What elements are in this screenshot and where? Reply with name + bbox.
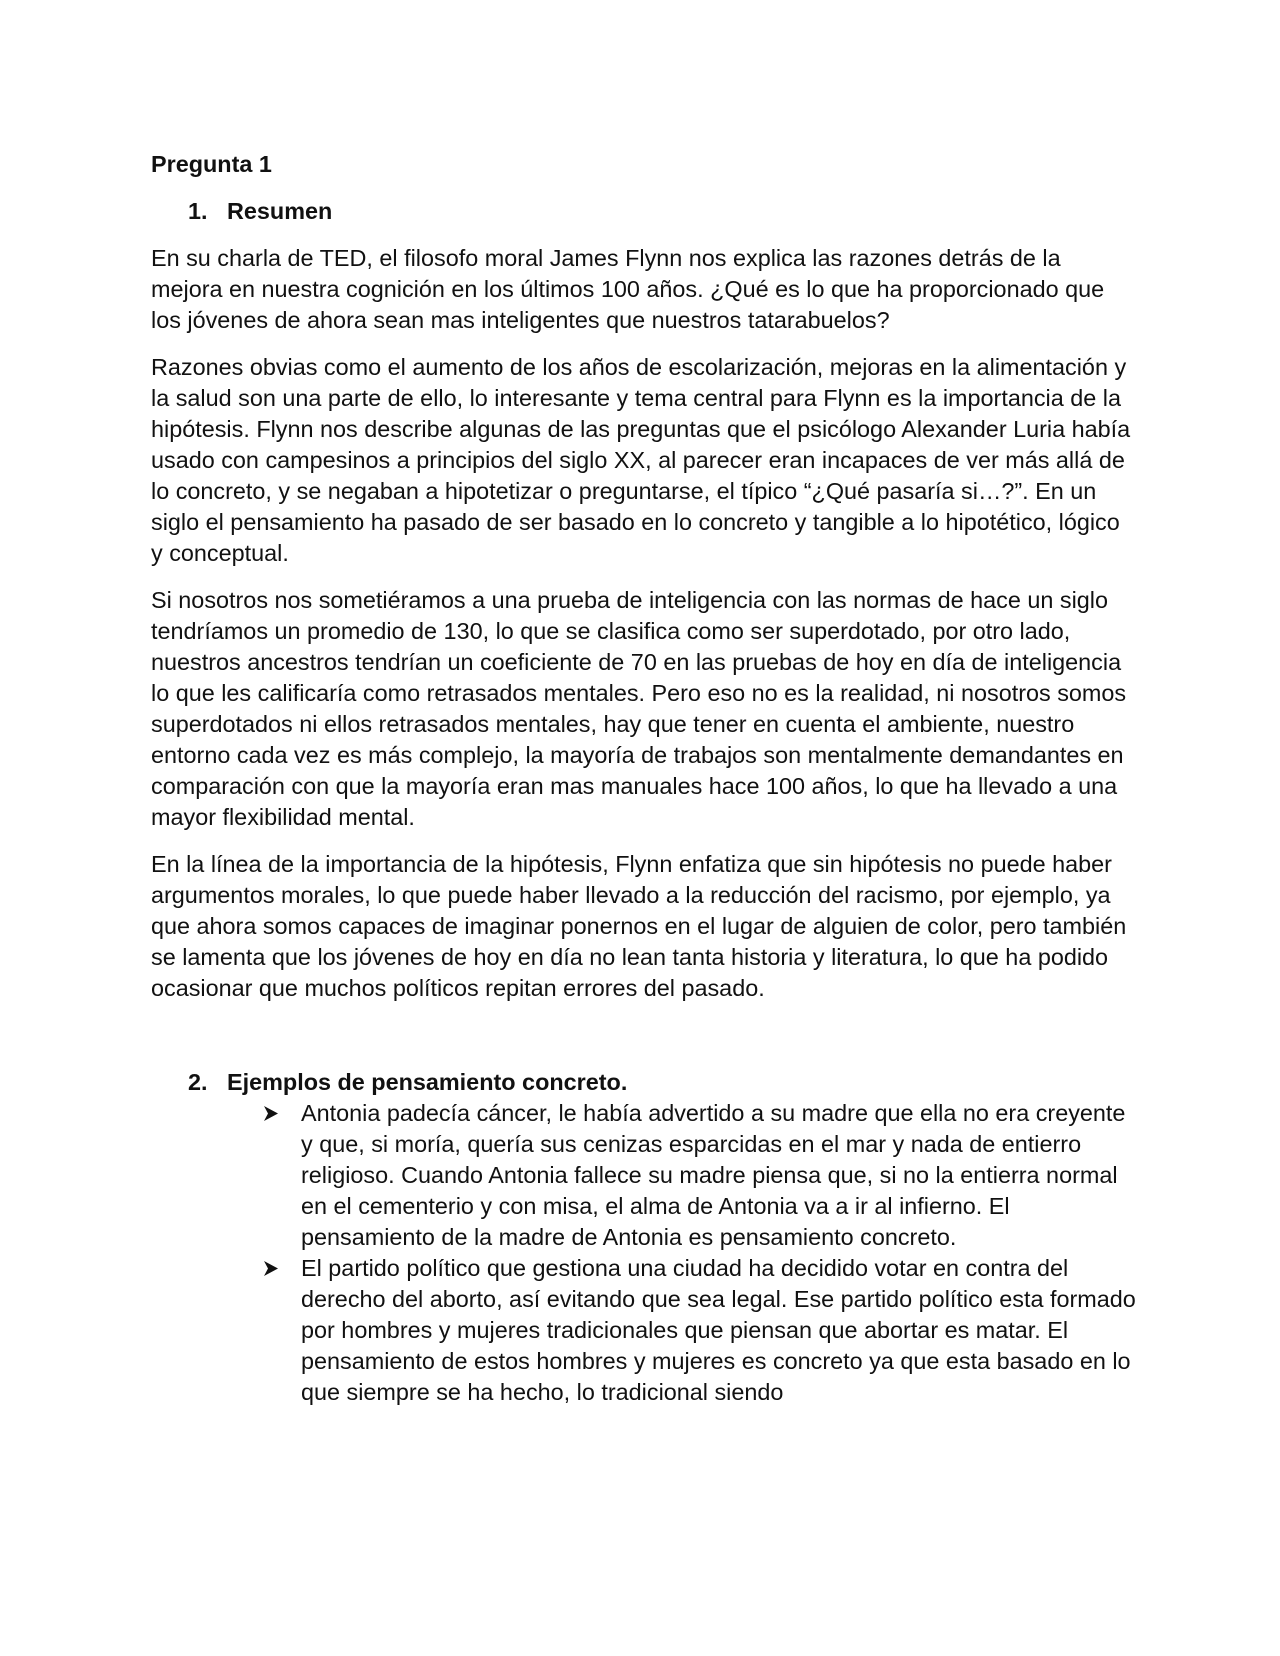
section-1-heading bbox=[188, 196, 1136, 227]
summary-paragraph-1: En su charla de TED, el filosofo moral James Flynn nos explica las razones detrás de la mejora en nuestra cognición en los últimos 100 años. ¿Qué es lo que ha proporcionado que los jóvenes de ahora sean mas inteligentes que nuestros tatarabuelos? bbox=[151, 245, 1105, 333]
section-1-title: Resumen bbox=[227, 198, 333, 224]
example-1-text: Antonia padecía cáncer, le había advertido a su madre que ella no era creyente y que, si moría, quería sus cenizas esparcidas en el mar y nada de entierro religioso. Cuando Antonia fallece su madre piensa que, si no la entierra normal en el cementerio y con misa, el alma de Antonia va a ir al infierno. El pensamiento de la madre de Antonia es pensamiento concreto. bbox=[301, 1100, 1126, 1250]
list-item bbox=[263, 1098, 1136, 1253]
section-1-number: 1. bbox=[188, 198, 208, 224]
document-title: Pregunta 1 bbox=[151, 151, 272, 177]
section-2-title: Ejemplos de pensamiento concreto. bbox=[227, 1069, 628, 1095]
document-body bbox=[151, 149, 1136, 1408]
arrowhead-bullet-icon bbox=[263, 1253, 301, 1408]
summary-paragraph-2: Razones obvias como el aumento de los años de escolarización, mejoras en la alimentación y la salud son una parte de ello, lo interesante y tema central para Flynn es la importancia de la hipótesis. Flynn nos describe algunas de las preguntas que el psicólogo Alexander Luria había usado con campesinos a principios del siglo XX, al parecer eran incapaces de ver más allá de lo concreto, y se negaban a hipotetizar o preguntarse, el típico “¿Qué pasaría si…?”. En un siglo el pensamiento ha pasado de ser basado en lo concreto y tangible a lo hipotético, lógico y conceptual. bbox=[151, 354, 1131, 566]
section-2-heading bbox=[188, 1067, 1136, 1098]
summary-paragraph-3: Si nosotros nos sometiéramos a una prueba de inteligencia con las normas de hace un siglo tendríamos un promedio de 130, lo que se clasifica como ser superdotado, por otro lado, nuestros ancestros tendrían un coeficiente de 70 en las pruebas de hoy en día de inteligencia lo que les calificaría como retrasados mentales. Pero eso no es la realidad, ni nosotros somos superdotados ni ellos retrasados mentales, hay que tener en cuenta el ambiente, nuestro entorno cada vez es más complejo, la mayoría de trabajos son mentalmente demandantes en comparación con que la mayoría eran mas manuales hace 100 años, lo que ha llevado a una mayor flexibilidad mental. bbox=[151, 587, 1127, 830]
arrowhead-bullet-icon bbox=[263, 1098, 301, 1253]
summary-paragraph-4: En la línea de la importancia de la hipótesis, Flynn enfatiza que sin hipótesis no puede haber argumentos morales, lo que puede haber llevado a la reducción del racismo, por ejemplo, ya que ahora somos capaces de imaginar ponernos en el lugar de alguien de color, pero también se lamenta que los jóvenes de hoy en día no lean tanta historia y literatura, lo que ha podido ocasionar que muchos políticos repitan errores del pasado. bbox=[151, 851, 1127, 1001]
examples-list bbox=[151, 1098, 1136, 1408]
example-2-text: El partido político que gestiona una ciudad ha decidido votar en contra del derecho del aborto, así evitando que sea legal. Ese partido político esta formado por hombres y mujeres tradicionales que piensan que abortar es matar. El pensamiento de estos hombres y mujeres es concreto ya que esta basado en lo que siempre se ha hecho, lo tradicional siendo bbox=[301, 1255, 1136, 1405]
list-item bbox=[263, 1253, 1136, 1408]
section-spacer bbox=[151, 1020, 1136, 1067]
section-2-number: 2. bbox=[188, 1069, 208, 1095]
